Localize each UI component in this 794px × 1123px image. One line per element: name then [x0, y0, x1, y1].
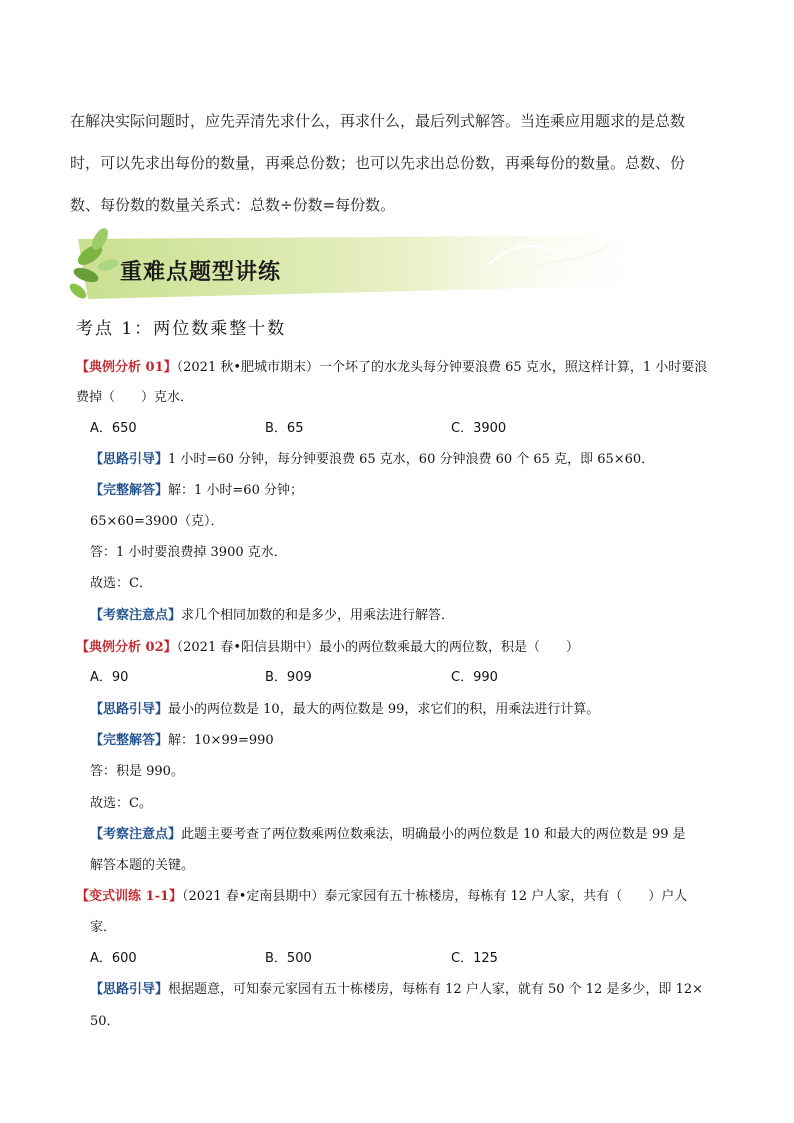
section-banner — [68, 225, 678, 303]
question-line: 费掉（ ）克水． — [76, 390, 194, 405]
hint-line — [90, 978, 703, 997]
question-line — [76, 356, 707, 375]
option-c: C．125 — [451, 951, 498, 966]
hint-tag: 【思路引导】 — [90, 452, 169, 467]
note-line — [90, 604, 454, 623]
hint-line — [90, 698, 599, 717]
choice-line: 故选：C。 — [90, 796, 152, 811]
option-a: A．90 — [90, 670, 129, 685]
hint-tag: 【思路引导】 — [90, 702, 169, 717]
answer-line — [90, 479, 303, 498]
hint-line: 50． — [90, 1014, 120, 1029]
option-a: A．650 — [90, 421, 137, 436]
question-text: （2021 春•定南县期中）泰元家园有五十栋楼房，每栋有 12 户人家，共有（ ）户人 — [182, 889, 688, 904]
example-tag: 【变式训练 1-1】 — [76, 889, 183, 904]
choice-line: 故选：C． — [90, 576, 152, 591]
option-c: C．990 — [451, 670, 498, 685]
section-heading: 考点 1：两位数乘整十数 — [76, 319, 287, 339]
question-line — [76, 636, 579, 655]
answer-text: 解：1 小时=60 分钟； — [168, 483, 303, 498]
reply-line: 答：1 小时要浪费掉 3900 克水． — [90, 545, 287, 560]
question-text: （2021 秋•肥城市期末）一个坏了的水龙头每分钟要浪费 65 克水，照这样计算，1 小时要浪 — [176, 360, 708, 375]
answer-tag: 【完整解答】 — [90, 483, 169, 498]
note-tag: 【考察注意点】 — [90, 608, 182, 623]
intro-line: 在解决实际问题时，应先弄清先求什么，再求什么，最后列式解答。当连乘应用题求的是总数 — [70, 112, 686, 130]
answer-text: 解：10×99=990 — [168, 733, 274, 748]
hint-line — [90, 448, 654, 467]
intro-line: 数、每份数的数量关系式：总数÷份数=每份数。 — [70, 196, 396, 214]
question-text: （2021 春•阳信县期中）最小的两位数乘最大的两位数，积是（ ） — [176, 640, 580, 655]
note-line: 解答本题的关键。 — [90, 858, 195, 873]
note-tag: 【考察注意点】 — [90, 827, 182, 842]
option-b: B．500 — [265, 951, 312, 966]
example-tag: 【典例分析 01】 — [76, 360, 177, 375]
option-c: C．3900 — [451, 421, 507, 436]
hint-text: 最小的两位数是 10，最大的两位数是 99，求它们的积，用乘法进行计算。 — [168, 702, 600, 717]
banner-title: 重难点题型讲练 — [120, 260, 282, 285]
hint-text: 根据题意，可知泰元家园有五十栋楼房，每栋有 12 户人家，就有 50 个 12 是多少，即 12× — [168, 982, 704, 997]
intro-line: 时，可以先求出每份的数量，再乘总份数；也可以先求出总份数，再乘每份的数量。总数、份 — [70, 154, 686, 172]
intro-paragraph — [70, 100, 726, 226]
reply-line: 答：积是 990。 — [90, 764, 184, 779]
answer-tag: 【完整解答】 — [90, 733, 169, 748]
hint-tag: 【思路引导】 — [90, 982, 169, 997]
option-b: B．65 — [265, 421, 304, 436]
option-a: A．600 — [90, 951, 137, 966]
note-text: 此题主要考查了两位数乘两位数乘法，明确最小的两位数是 10 和最大的两位数是 99 是 — [181, 827, 686, 842]
hint-text: 1 小时=60 分钟，每分钟要浪费 65 克水，60 分钟浪费 60 个 65 克，即 65×60． — [168, 452, 655, 467]
option-b: B．909 — [265, 670, 312, 685]
example-tag: 【典例分析 02】 — [76, 640, 177, 655]
question-line: 家． — [90, 920, 117, 935]
note-text: 求几个相同加数的和是多少，用乘法进行解答． — [181, 608, 455, 623]
calc-line: 65×60=3900（克）． — [90, 514, 224, 529]
question-line — [76, 885, 687, 904]
note-line — [90, 823, 686, 842]
answer-line — [90, 729, 274, 748]
